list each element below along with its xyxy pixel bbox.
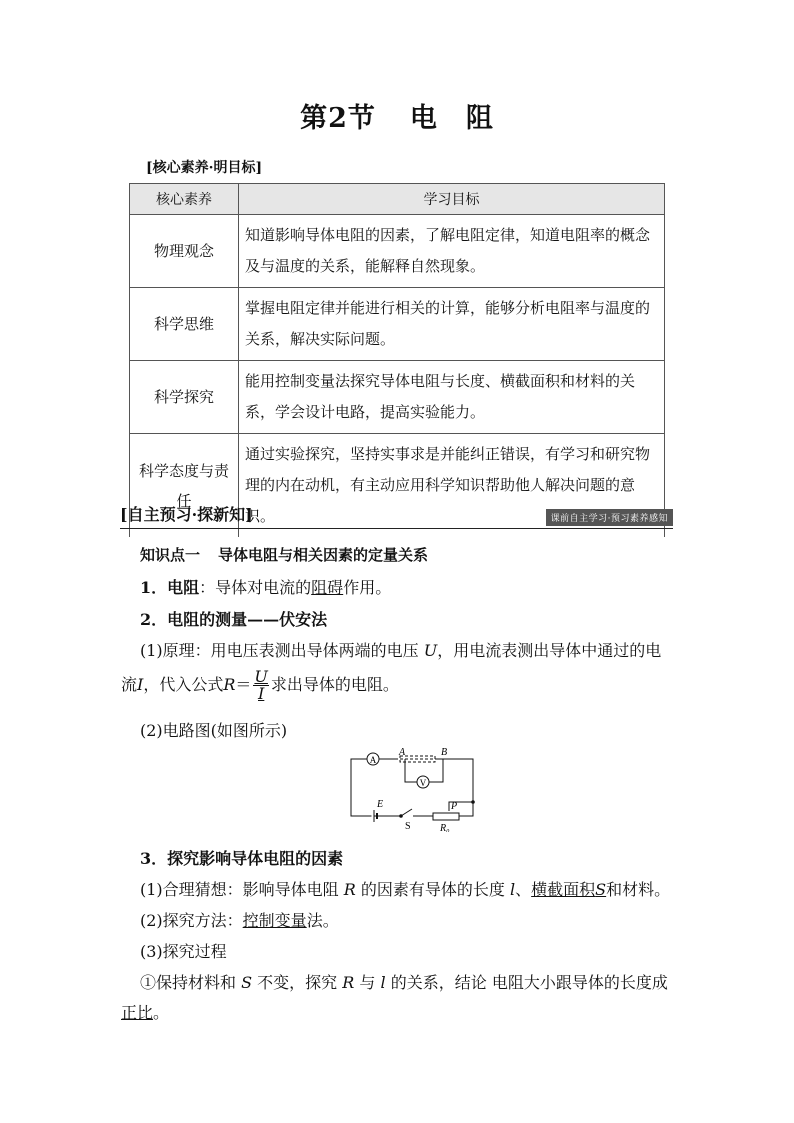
literacy-cell: 科学思维 <box>130 288 239 361</box>
literacy-cell: 物理观念 <box>130 215 239 288</box>
symbol: R <box>223 675 236 694</box>
paragraph-process-step <box>140 970 668 993</box>
text: 不变，探究 <box>257 973 338 992</box>
knowledge-point-label: 知识点一 <box>140 546 201 564</box>
ammeter-label: A <box>369 755 377 765</box>
literacy-cell: 科学探究 <box>130 361 239 434</box>
col-header-literacy: 核心素养 <box>130 184 239 215</box>
slider-label: P <box>451 801 458 812</box>
equals-sign: ＝ <box>235 675 252 694</box>
text: 与 <box>359 973 376 992</box>
fill-blank-answer: 阻碍 <box>311 578 344 597</box>
term: 电阻 <box>167 578 200 597</box>
fill-blank-answer: 正比 <box>121 1003 154 1022</box>
text: 横截面积 <box>531 880 596 899</box>
node-a-label: A <box>399 747 406 758</box>
symbol: I <box>137 675 144 694</box>
table-row <box>130 215 665 288</box>
paragraph-circuit-caption: (2)电路图(如图所示) <box>140 721 288 740</box>
symbol: U <box>423 641 438 660</box>
text: 。 <box>153 1003 170 1022</box>
paragraph-process-heading: (3)探究过程 <box>140 942 227 961</box>
table-row <box>130 288 665 361</box>
switch-label: S <box>405 821 411 832</box>
text: 和材料。 <box>606 880 671 899</box>
node-b-label: B <box>441 747 448 758</box>
text: 、 <box>515 880 532 899</box>
text: ，代入公式 <box>143 675 224 694</box>
text: ，用电流表测出导体中通过的电 <box>437 641 662 660</box>
knowledge-point-heading <box>140 544 428 565</box>
section-title: 电 阻 <box>409 103 494 134</box>
subheading-measurement: 2．电阻的测量——伏安法 <box>140 610 328 629</box>
text: (1)原理：用电压表测出导体两端的电压 <box>140 641 419 660</box>
knowledge-point-title: 导体电阻与相关因素的定量关系 <box>218 546 429 564</box>
section-bar <box>120 502 673 529</box>
text: (2)探究方法： <box>140 911 243 930</box>
core-literacy-heading: [核心素养·明目标] <box>146 160 263 176</box>
paragraph-resistance-def <box>140 575 391 598</box>
voltmeter-label: V <box>419 778 427 788</box>
circuit-diagram <box>345 747 480 832</box>
fraction-numerator: U <box>254 667 268 686</box>
goals-table <box>129 183 665 537</box>
paragraph-formula <box>121 669 399 702</box>
fill-blank-answer: 控制变量 <box>242 911 307 930</box>
symbol: l <box>510 880 516 899</box>
symbol: S <box>595 880 607 899</box>
text: 流 <box>121 675 138 694</box>
goal-cell: 能用控制变量法探究导体电阻与长度、横截面积和材料的关系，学会设计电路，提高实验能力。 <box>239 361 665 434</box>
rheostat-label: R₀ <box>440 823 450 832</box>
paragraph-principle <box>140 638 661 661</box>
text: ：导体对电流的 <box>199 578 312 597</box>
symbol: R <box>342 973 355 992</box>
col-header-goal: 学习目标 <box>239 184 665 215</box>
text: 求出导体的电阻。 <box>270 675 399 694</box>
battery-label: E <box>377 799 384 810</box>
symbol: R <box>343 880 356 899</box>
paragraph-process-conclusion <box>121 1000 169 1023</box>
section-bar-title: [自主预习·探新知] <box>120 505 253 524</box>
item-number: 1． <box>140 578 168 597</box>
paragraph-hypothesis <box>140 877 670 900</box>
literacy-cell: 科学态度与责任 <box>130 434 239 538</box>
symbol: S <box>241 973 253 992</box>
formula-fraction <box>253 669 268 702</box>
fill-blank-answer <box>531 880 606 899</box>
text: (1)合理猜想：影响导体电阻 <box>140 880 339 899</box>
section-bar-tag: 课前自主学习·预习素养感知 <box>546 509 673 526</box>
text: 的关系，结论 电阻大小跟导体的长度成 <box>390 973 668 992</box>
goal-cell: 通过实验探究，坚持实事求是并能纠正错误，有学习和研究物理的内在动机，有主动应用科学知识帮助他人解决问题的意识。 <box>239 434 665 538</box>
goal-cell: 掌握电阻定律并能进行相关的计算，能够分析电阻率与温度的关系，解决实际问题。 <box>239 288 665 361</box>
subheading-factors: 3．探究影响导体电阻的因素 <box>140 849 344 868</box>
text: 作用。 <box>343 578 392 597</box>
fraction-denominator: I <box>258 684 265 703</box>
paragraph-method <box>140 908 339 931</box>
symbol: l <box>380 973 386 992</box>
table-header-row <box>130 184 665 215</box>
section-number: 第2节 <box>300 103 376 134</box>
table-row <box>130 361 665 434</box>
text: 法。 <box>306 911 339 930</box>
page-title <box>0 96 794 135</box>
rheostat-icon <box>433 813 459 820</box>
goal-cell: 知道影响导体电阻的因素，了解电阻定律，知道电阻率的概念及与温度的关系，能解释自然现象。 <box>239 215 665 288</box>
text: ①保持材料和 <box>140 973 237 992</box>
text: 的因素有导体的长度 <box>360 880 505 899</box>
